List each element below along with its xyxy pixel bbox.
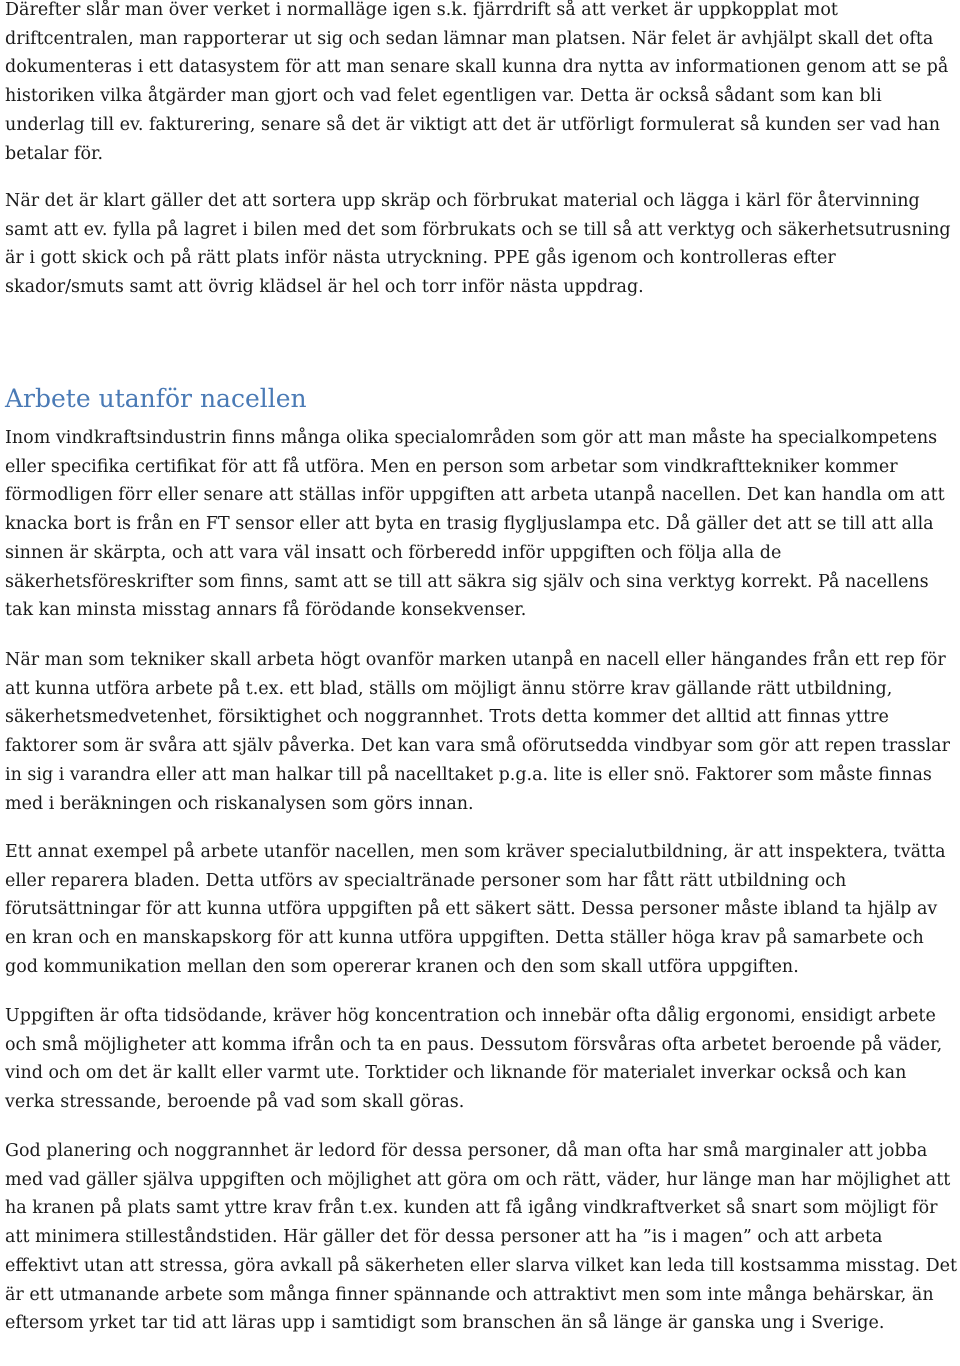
section-paragraph-3: Ett annat exempel på arbete utanför nacellen, men som kräver specialutbildning, är att inspektera, tvätta eller reparera bladen. Detta utförs av specialtränade personer som har fått rätt utbildning och förutsättningar för att kunna utföra uppgiften på ett säkert sätt. Dessa personer måste ibland ta hjälp av en kran och en manskapskorg för att kunna utföra uppgiften. Detta ställer höga krav på samarbete och god kommunikation mellan den som opererar kranen och den som skall utföra uppgiften. (5, 842, 946, 977)
section-paragraph-2: När man som tekniker skall arbeta högt ovanför marken utanpå en nacell eller hängandes från ett rep för att kunna utföra arbete på t.ex. ett blad, ställs om möjligt ännu större krav gällande rätt utbildning, säkerhetsmedvetenhet, försiktighet och noggrannhet. Trots detta kommer det alltid att finnas yttre faktorer som är svåra att själv påverka. Det kan vara små oförutsedda vindbyar som gör att repen trasslar in sig i varandra eller att man halkar till på nacelltaket p.g.a. lite is eller snö. Faktorer som måste finnas med i beräkningen och riskanalysen som görs innan. (5, 650, 950, 814)
intro-paragraph-1: Därefter slår man över verket i normalläge igen s.k. fjärrdrift så att verket är uppkopplat mot driftcentralen, man rapporterar ut sig och sedan lämnar man platsen. När felet är avhjälpt skall det ofta dokumenteras i ett datasystem för att man senare skall kunna dra nytta av informationen genom att se på historiken vilka åtgärder man gjort och vad felet egentligen var. Detta är också sådant som kan bli underlag till ev. fakturering, senare så det är viktigt att det är utförligt formulerat så kunden ser vad han betalar för. (5, 0, 949, 164)
section-paragraph-5: God planering och noggrannhet är ledord för dessa personer, då man ofta har små marginaler att jobba med vad gäller själva uppgiften och möjlighet att göra om och rätt, väder, hur länge man har möjlighet att ha kranen på plats samt yttre krav från t.ex. kunden att få igång vindkraftverket så snart som möjligt för att minimera stilleståndstiden. Här gäller det för dessa personer att ha ”is i magen” och att arbeta effektivt utan att stressa, göra avkall på säkerheten eller slarva vilket kan leda till kostsamma misstag. Det är ett utmanande arbete som många finner spännande och attraktivt men som inte många behärskar, än eftersom yrket tar tid att läras upp i samtidigt som branschen än så länge är ganska ung i Sverige. (5, 1141, 958, 1334)
section-paragraph-1: Inom vindkraftsindustrin finns många olika specialområden som gör att man måste ha specialkompetens eller specifika certifikat för att få utföra. Men en person som arbetar som vindkrafttekniker kommer förmodligen förr eller senare att ställas inför uppgiften att arbeta utanpå nacellen. Det kan handla om att knacka bort is från en FT sensor eller att byta en trasig flygljuslampa etc. Då gäller det att se till att alla sinnen är skärpta, och att vara väl insatt och förberedd inför uppgiften och följa alla de säkerhetsföreskrifter som finns, samt att se till att säkra sig själv och sina verktyg korrekt. På nacellens tak kan minsta misstag annars få förödande konsekvenser. (5, 428, 945, 621)
section-heading: Arbete utanför nacellen (5, 384, 307, 413)
section-paragraph-4: Uppgiften är ofta tidsödande, kräver hög koncentration och innebär ofta dålig ergonomi, ensidigt arbete och små möjligheter att komma ifrån och ta en paus. Dessutom försvåras ofta arbetet beroende på väder, vind och om det är kallt eller varmt ute. Torktider och liknande för materialet inverkar också och kan verka stressande, beroende på vad som skall göras. (5, 1006, 943, 1113)
intro-paragraph-2: När det är klart gäller det att sortera upp skräp och förbrukat material och lägga i kärl för återvinning samt att ev. fylla på lagret i bilen med det som förbrukats och se till så att verktyg och säkerhetsutrusning är i gott skick och på rätt plats inför nästa utryckning. PPE gås igenom och kontrolleras efter skador/smuts samt att övrig klädsel är hel och torr inför nästa uppdrag. (5, 191, 951, 298)
